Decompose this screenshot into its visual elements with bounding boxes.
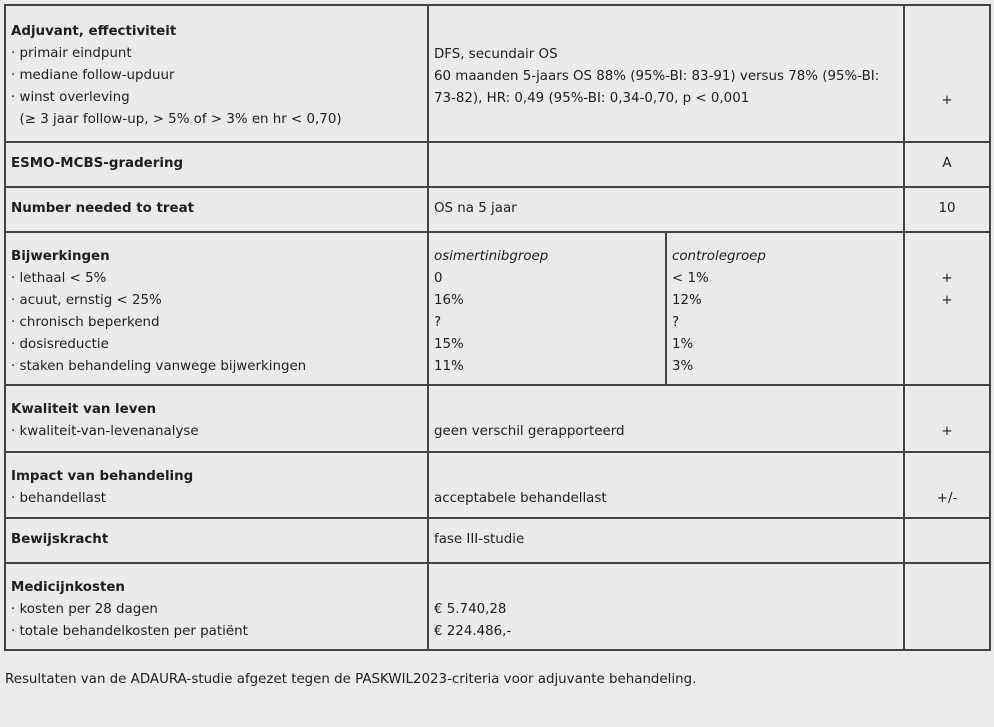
score-text: 10 <box>938 201 956 216</box>
value-cell <box>428 563 904 650</box>
score-cell <box>904 452 990 518</box>
score-cell <box>904 142 990 187</box>
criterion-cell <box>5 452 428 518</box>
score-cell <box>904 518 990 563</box>
paskwil-criteria-table <box>4 4 991 651</box>
score-cell <box>904 563 990 650</box>
group-a-value: 0 <box>434 271 443 286</box>
value-text: DFS, secundair OS <box>434 47 558 62</box>
table-row <box>5 452 990 518</box>
score-cell <box>904 385 990 452</box>
score-text: + <box>941 93 953 108</box>
group-b-value: 3% <box>672 359 694 374</box>
criterion-cell <box>5 518 428 563</box>
cost-value: € 224.486,- <box>434 624 512 639</box>
row-title: Bewijskracht <box>11 532 109 547</box>
row-title: Bijwerkingen <box>11 249 110 264</box>
value-cell <box>428 187 904 232</box>
score-cell <box>904 187 990 232</box>
score-text: + <box>941 424 953 439</box>
table-row <box>5 518 990 563</box>
criterion-cell <box>5 563 428 650</box>
table-row <box>5 232 990 385</box>
group-b-value: ? <box>672 315 680 330</box>
group-a-value: 15% <box>434 337 464 352</box>
score-text: + <box>941 293 953 308</box>
score-text: +/- <box>936 491 958 506</box>
row-title: ESMO-MCBS-gradering <box>11 156 184 171</box>
score-cell <box>904 5 990 142</box>
criterion-cell <box>5 142 428 187</box>
value-cell <box>428 452 904 518</box>
group-a-value: 16% <box>434 293 464 308</box>
group-b-cell <box>666 232 904 385</box>
score-text: + <box>941 271 953 286</box>
score-cell <box>904 232 990 385</box>
row-title: Adjuvant, effectiviteit <box>11 24 177 39</box>
row-title: Number needed to treat <box>11 201 195 216</box>
value-text: fase III-studie <box>434 532 525 547</box>
criterion-cell <box>5 5 428 142</box>
criterion-cell <box>5 232 428 385</box>
group-a-value: ? <box>434 315 442 330</box>
criterion-item: · mediane follow-upduur <box>11 68 175 83</box>
value-cell <box>428 518 904 563</box>
criterion-item: · lethaal < 5% <box>11 271 107 286</box>
criterion-cell <box>5 187 428 232</box>
criterion-item: · behandellast <box>11 491 107 506</box>
criterion-item: · primair eindpunt <box>11 46 132 61</box>
criterion-item: · kwaliteit-van-levenanalyse <box>11 424 199 439</box>
criterion-item: · totale behandelkosten per patiënt <box>11 624 248 639</box>
criterion-item: · dosisreductie <box>11 337 109 352</box>
group-b-value: < 1% <box>672 271 709 286</box>
value-cell <box>428 142 904 187</box>
criterion-item: · kosten per 28 dagen <box>11 602 158 617</box>
table-caption: Resultaten van de ADAURA-studie afgezet tegen de PASKWIL2023-criteria voor adjuvante behandeling. <box>5 672 697 687</box>
criterion-cell <box>5 385 428 452</box>
table-row <box>5 5 990 142</box>
group-a-value: 11% <box>434 359 464 374</box>
criterion-item: (≥ 3 jaar follow-up, > 5% of > 3% en hr < 0,70) <box>11 112 342 127</box>
row-title: Impact van behandeling <box>11 469 194 484</box>
criterion-item: · staken behandeling vanwege bijwerkingen <box>11 359 307 374</box>
value-text: acceptabele behandellast <box>434 491 607 506</box>
value-cell <box>428 385 904 452</box>
criterion-item: · winst overleving <box>11 90 130 105</box>
value-text: OS na 5 jaar <box>434 201 517 216</box>
table-row <box>5 385 990 452</box>
group-a-cell <box>428 232 666 385</box>
cost-value: € 5.740,28 <box>434 602 507 617</box>
group-a-label: osimertinibgroep <box>434 249 549 264</box>
criterion-item: · chronisch beperkend <box>11 315 160 330</box>
table-row <box>5 563 990 650</box>
table-row <box>5 142 990 187</box>
row-title: Kwaliteit van leven <box>11 402 157 417</box>
group-b-value: 12% <box>672 293 702 308</box>
value-text: geen verschil gerapporteerd <box>434 424 625 439</box>
value-text: 60 maanden 5-jaars OS 88% (95%-BI: 83-91) versus 78% (95%-BI: 73-82), HR: 0,49 (95%-BI: 0,34-0,70, p < 0,001 <box>434 69 880 106</box>
table-row <box>5 187 990 232</box>
group-b-label: controlegroep <box>672 249 766 264</box>
criterion-item: · acuut, ernstig < 25% <box>11 293 162 308</box>
value-cell <box>428 5 904 142</box>
row-title: Medicijnkosten <box>11 580 125 595</box>
score-text: A <box>942 156 952 171</box>
group-b-value: 1% <box>672 337 694 352</box>
